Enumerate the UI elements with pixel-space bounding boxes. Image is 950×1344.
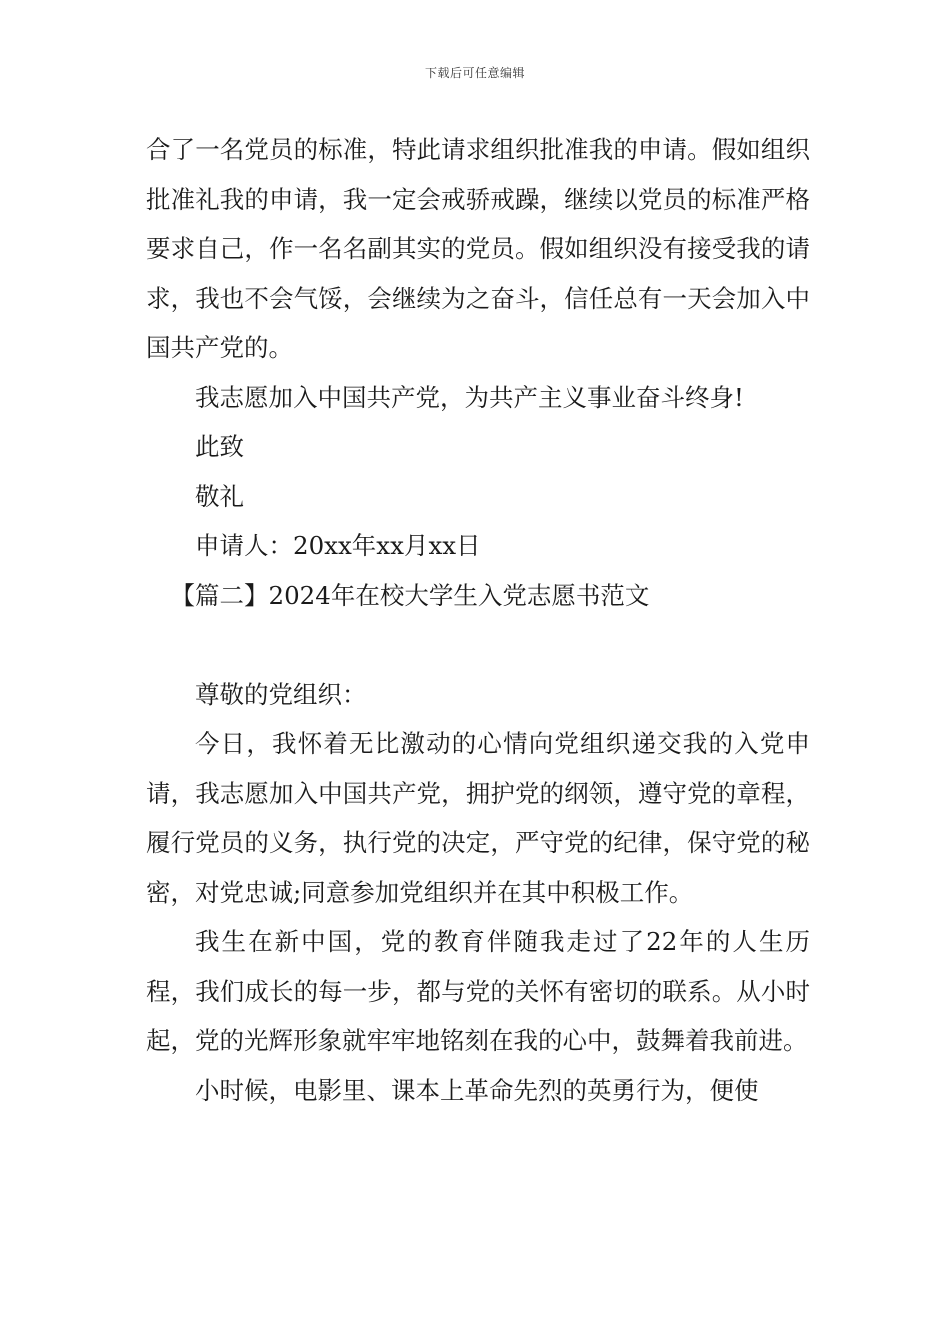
section-title: 【篇二】2024年在校大学生入党志愿书范文 xyxy=(170,580,650,610)
salutation: 尊敬的党组织： xyxy=(195,679,367,709)
blank-line xyxy=(146,620,810,670)
closing-cizhi: 此致 xyxy=(195,432,244,461)
page-header: 下载后可任意编辑 xyxy=(424,66,525,80)
paragraph-childhood: 小时候，电影里、课本上革命先烈的英勇行为，便使 xyxy=(195,1075,759,1105)
paragraph-growth: 我生在新中国，党的教育伴随我走过了22年的人生历程，我们成长的每一步，都与党的关怀有密切的联系。从小时起，党的光辉形象就牢牢地铭刻在我的心中，鼓舞着我前进。 xyxy=(146,927,810,1055)
closing-jingli: 敬礼 xyxy=(195,481,244,511)
applicant-signature: 申请人：20xx年xx月xx日 xyxy=(195,531,481,560)
paragraph-pledge: 我志愿加入中国共产党，为共产主义事业奋斗终身! xyxy=(195,382,744,412)
paragraph-continued: 合了一名党员的标准，特此请求组织批准我的申请。假如组织批准礼我的申请，我一定会戒骄戒躁，继续以党员的标准严格要求自己，作一名名副其实的党员。假如组织没有接受我的请求，我也不会气馁，会继续为之奋斗，信任总有一天会加入中国共产党的。 xyxy=(146,135,810,362)
paragraph-today: 今日，我怀着无比激动的心情向党组织递交我的入党申请，我志愿加入中国共产党，拥护党的纲领，遵守党的章程，履行党员的义务，执行党的决定，严守党的纪律，保守党的秘密，对党忠诚;同意参加党组织并在其中积极工作。 xyxy=(146,729,810,907)
document-body xyxy=(146,125,810,1115)
